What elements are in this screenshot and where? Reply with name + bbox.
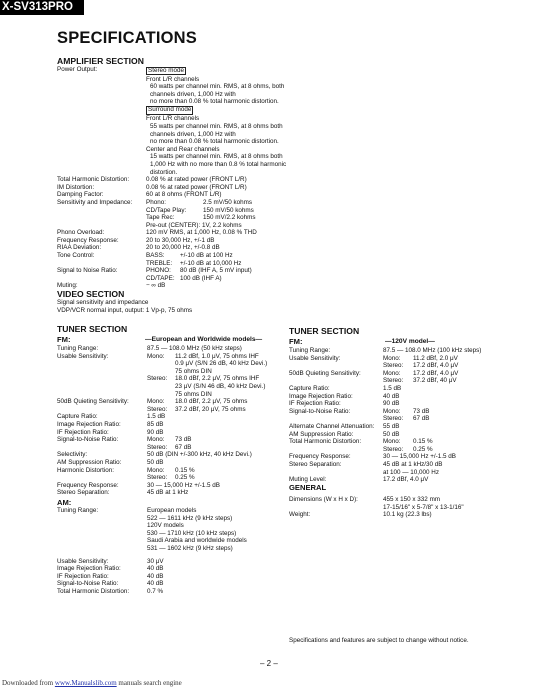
spec-label: Image Rejection Ratio: xyxy=(289,392,353,400)
spec-label: Damping Factor: xyxy=(57,191,104,199)
spec-value: 40 dB xyxy=(383,392,400,400)
spec-value: 1.5 dB xyxy=(383,384,402,392)
sub-value: +/-10 dB at 10,000 Hz xyxy=(180,259,242,267)
amplifier-heading: AMPLIFIER SECTION xyxy=(57,56,144,66)
spec-value: 30 μV xyxy=(147,557,164,565)
sub-value: 73 dB xyxy=(413,407,430,415)
am-range-line: 531 — 1602 kHz (9 kHz steps) xyxy=(147,544,233,552)
download-footer xyxy=(2,679,182,687)
spec-label: Phono Overload: xyxy=(57,229,105,237)
spec-label: Dimensions (W x H x D): xyxy=(289,496,358,503)
sub-label: Mono: xyxy=(383,407,401,415)
sub-value: 73 dB xyxy=(175,436,192,444)
spec-label: Harmonic Distortion: xyxy=(57,466,115,474)
sub-label: Mono: xyxy=(383,438,401,446)
sub-value: 150 mV/2.2 kohms xyxy=(203,214,256,222)
sub-label: Mono: xyxy=(147,352,165,360)
stereo-line: 60 watts per channel min. RMS, at 8 ohms, both xyxy=(150,83,285,91)
sub-label xyxy=(147,360,175,368)
spec-label: Usable Sensitivity: xyxy=(289,354,341,362)
sub-label: Stereo: xyxy=(383,415,404,423)
amplifier-section xyxy=(57,66,319,290)
sub-value: 11.2 dBf, 1.0 μV, 75 ohms IHF xyxy=(175,352,259,360)
sub-label: Stereo: xyxy=(147,474,168,482)
sub-value: 150 mV/50 kohms xyxy=(203,206,254,214)
spec-label: AM Suppression Ratio: xyxy=(289,430,354,438)
fm-model-header-left: —European and Worldwide models— xyxy=(145,336,263,343)
video-heading: VIDEO SECTION xyxy=(57,289,125,299)
tuner-left-am xyxy=(57,507,282,596)
stereo-line: channels driven, 1,000 Hz with xyxy=(150,90,236,98)
spec-value: 0.08 % at rated power (FRONT L/R) xyxy=(146,176,247,184)
spec-label: Tuning Range: xyxy=(57,507,99,514)
spec-value: 30 — 15,000 Hz +/-1.5 dB xyxy=(383,453,456,461)
spec-label: Image Rejection Ratio: xyxy=(57,565,121,573)
surround-line: 55 watts per channel min. RMS, at 8 ohms both xyxy=(150,122,283,130)
sub-value: 0.25 % xyxy=(175,474,195,482)
sub-label: Phono: xyxy=(146,198,166,206)
spec-value: 50 dB xyxy=(147,458,164,466)
spec-value: 50 dB xyxy=(383,430,400,438)
spec-value: 20 to 20,000 Hz, +/-0.8 dB xyxy=(146,244,220,252)
spec-value: 120 mV RMS, at 1,000 Hz, 0.08 % THD xyxy=(146,229,257,237)
spec-label: Signal to Noise Ratio: xyxy=(57,267,118,275)
disclaimer-note: Specifications and features are subject to change without notice. xyxy=(289,637,469,644)
spec-value: 87.5 — 108.0 MHz (100 kHz steps) xyxy=(383,347,482,354)
am-range-line: 522 — 1611 kHz (9 kHz steps) xyxy=(147,514,233,522)
sub-label: Mono: xyxy=(383,369,401,377)
spec-value: 90 dB xyxy=(147,428,164,436)
model-label: X-SV313PRO xyxy=(0,0,84,15)
sub-label: Stereo: xyxy=(147,443,168,451)
sub-value: 18.0 dBf, 2.2 μV, 75 ohms IHF xyxy=(175,375,260,383)
tuner-heading-right: TUNER SECTION xyxy=(289,326,360,336)
spec-label: Tuning Range: xyxy=(289,347,331,354)
sub-label: Stereo: xyxy=(147,375,168,383)
sub-label: Mono: xyxy=(383,354,401,362)
surround-line: no more than 0.08 % total harmonic distortion. xyxy=(150,138,279,146)
sub-value: +/-10 dB at 100 Hz xyxy=(180,252,233,260)
spec-value: − ∞ dB xyxy=(146,282,166,290)
spec-label: IF Rejection Ratio: xyxy=(57,428,109,436)
spec-label: Frequency Response: xyxy=(57,481,119,489)
spec-label: Total Harmonic Distortion: xyxy=(57,587,130,595)
spec-value: 87.5 — 108.0 MHz (50 kHz steps) xyxy=(147,345,242,352)
spec-value: 40 dB xyxy=(147,572,164,580)
spec-value: 0.08 % at rated power (FRONT L/R) xyxy=(146,183,247,191)
spec-value: 17-15/16" x 5-7/8" x 13-1/16" xyxy=(383,503,464,511)
sub-value: 37.2 dBf, 40 μV xyxy=(413,377,457,385)
sub-label: Mono: xyxy=(147,466,165,474)
surround-line: channels driven, 1,000 Hz with xyxy=(150,130,236,138)
sub-label: Mono: xyxy=(147,398,165,406)
sub-value: 75 ohms DIN xyxy=(175,390,212,398)
general-section xyxy=(289,496,514,519)
spec-label: IF Rejection Ratio: xyxy=(289,400,341,408)
spec-label: Signal-to-Noise Ratio: xyxy=(57,436,119,444)
sub-value: 18.0 dBf, 2.2 μV, 75 ohms xyxy=(175,398,248,406)
sub-label xyxy=(147,368,175,376)
spec-label: AM Suppression Ratio: xyxy=(57,458,122,466)
spec-label: IF Rejection Ratio: xyxy=(57,572,109,580)
spec-label: RIAA Deviation: xyxy=(57,244,102,252)
surround-mode-box: Surround mode xyxy=(148,106,192,114)
spec-label: Total Harmonic Distortion: xyxy=(289,438,362,446)
video-section xyxy=(57,299,192,314)
sub-label: CD/TAPE: xyxy=(146,274,175,282)
sub-value: 0.9 μV (S/N 26 dB, 40 kHz Devi.) xyxy=(175,360,268,368)
spec-value: 17.2 dBf, 4.0 μV xyxy=(383,476,429,484)
sub-value: 23 μV (S/N 46 dB, 40 kHz Devi.) xyxy=(175,382,266,390)
spec-label: Capture Ratio: xyxy=(57,413,98,421)
sub-label: Stereo: xyxy=(383,362,404,370)
spec-label: Tuning Range: xyxy=(57,345,99,352)
surround-line: 15 watts per channel min. RMS, at 8 ohms both xyxy=(150,153,283,161)
am-label-left: AM: xyxy=(57,498,72,507)
spec-label: Usable Sensitivity: xyxy=(57,352,109,360)
spec-label: Usable Sensitivity: xyxy=(57,557,109,565)
sub-label: Stereo: xyxy=(383,445,404,453)
spec-label: Selectivity: xyxy=(57,451,88,459)
tuner-left-fm xyxy=(57,345,282,497)
sub-label: Mono: xyxy=(147,436,165,444)
sub-value: 0.15 % xyxy=(413,438,433,446)
fm-model-header-right: —120V model— xyxy=(385,338,435,345)
spec-label: Frequency Response: xyxy=(57,236,119,244)
sub-label: Stereo: xyxy=(383,377,404,385)
spec-value: 0.7 % xyxy=(147,587,164,595)
spec-value: 30 — 15,000 Hz +/-1.5 dB xyxy=(147,481,220,489)
footer-prefix: Downloaded from xyxy=(2,679,55,687)
surround-line: Center and Rear channels xyxy=(146,145,220,153)
spec-label: Muting: xyxy=(57,282,78,290)
sub-label: BASS: xyxy=(146,252,165,260)
spec-label: Alternate Channel Attenuation: xyxy=(289,422,375,430)
video-line: Signal sensitivity and impedance xyxy=(57,299,149,306)
sub-value: 75 ohms DIN xyxy=(175,367,212,375)
spec-value: 90 dB xyxy=(383,400,400,408)
power-output-label: Power Output: xyxy=(57,66,98,73)
spec-label: Weight: xyxy=(289,511,311,519)
sub-value: 0.25 % xyxy=(413,445,433,453)
spec-value: 10.1 kg (22.3 lbs) xyxy=(383,511,432,519)
spec-value: 455 x 150 x 332 mm xyxy=(383,496,441,503)
sub-label: Stereo: xyxy=(147,405,168,413)
surround-line: Front L/R channels xyxy=(146,115,200,123)
stereo-line: Front L/R channels xyxy=(146,75,200,83)
fm-label-left: FM: xyxy=(57,335,71,344)
spec-value: 55 dB xyxy=(383,422,400,430)
sub-value: 11.2 dBf, 2.0 μV xyxy=(413,354,458,362)
sub-label: Tape Rec: xyxy=(146,214,175,222)
spec-value: 60 at 8 ohms (FRONT L/R) xyxy=(146,191,222,199)
spec-value: 45 dB at 1 kHz/30 dB xyxy=(383,460,443,468)
spec-value: 85 dB xyxy=(147,420,164,428)
sub-value: 17.2 dBf, 4.0 μV xyxy=(413,362,459,370)
sub-value: 0.15 % xyxy=(175,466,195,474)
spec-label: Frequency Response: xyxy=(289,453,351,461)
spec-value: 40 dB xyxy=(147,565,164,573)
spec-label: Stereo Separation: xyxy=(289,460,342,468)
sub-value: 67 dB xyxy=(175,443,192,451)
spec-value: 1.5 dB xyxy=(147,413,166,421)
general-heading: GENERAL xyxy=(289,483,327,492)
spec-label: Capture Ratio: xyxy=(289,384,330,392)
sub-value: 37.2 dBf, 20 μV, 75 ohms xyxy=(175,405,246,413)
surround-line: distortion. xyxy=(150,168,178,176)
spec-value: 45 dB at 1 kHz xyxy=(147,489,189,497)
page-number: – 2 – xyxy=(260,659,278,668)
spec-label: Signal-to-Noise Ratio: xyxy=(57,580,119,588)
manualslib-link[interactable]: www.Manualslib.com xyxy=(54,679,117,687)
tuner-right-fm xyxy=(289,347,514,484)
spec-label: 50dB Quieting Sensitivity: xyxy=(289,369,361,377)
spec-label: Tone Control: xyxy=(57,252,95,260)
spec-label: Muting Level: xyxy=(289,476,327,484)
spec-label: Image Rejection Ratio: xyxy=(57,420,121,428)
sub-value: 17.2 dBf, 4.0 μV xyxy=(413,369,459,377)
am-range-line: 530 — 1710 kHz (10 kHz steps) xyxy=(147,529,237,537)
video-line: VDP/VCR normal input, output: 1 Vp-p, 75 ohms xyxy=(57,306,193,314)
spec-label: Stereo Separation: xyxy=(57,489,110,497)
fm-label-right: FM: xyxy=(289,337,303,346)
spec-label: Sensitivity and Impedance: xyxy=(57,198,133,206)
spec-value: 50 dB (DIN +/-300 kHz, 40 kHz Devi.) xyxy=(147,451,252,459)
page-title: SPECIFICATIONS xyxy=(57,29,198,47)
spec-label: Total Harmonic Distortion: xyxy=(57,176,130,184)
sub-value: 67 dB xyxy=(413,415,430,423)
spec-label: Signal-to-Noise Ratio: xyxy=(289,407,351,415)
am-range-line: 120V models xyxy=(147,522,184,530)
sub-value: 2.5 mV/50 kohms xyxy=(203,198,252,206)
stereo-mode-box: Stereo mode xyxy=(148,66,185,74)
spec-label: 50dB Quieting Sensitivity: xyxy=(57,398,129,406)
surround-line: 1,000 Hz with no more than 0.8 % total harmonic xyxy=(150,160,287,168)
am-range-line: European models xyxy=(147,507,197,514)
sub-value: 100 dB (IHF A) xyxy=(180,274,222,282)
footer-suffix: manuals search engine xyxy=(116,679,182,687)
sub-label: CD/Tape Play: xyxy=(146,206,187,214)
preout-line: Pre-out (CENTER): 1V, 2.2 kohms xyxy=(146,221,242,229)
spec-value: 40 dB xyxy=(147,580,164,588)
sub-value: 80 dB (IHF A, 5 mV input) xyxy=(180,267,252,275)
sub-label xyxy=(147,391,175,399)
sub-label: PHONO: xyxy=(146,267,171,275)
sub-label xyxy=(147,383,175,391)
sub-label: TREBLE: xyxy=(146,259,173,267)
am-range-line: Saudi Arabia and worldwide models xyxy=(147,537,247,545)
spec-value: at 100 — 10,000 Hz xyxy=(383,468,440,476)
stereo-line: no more than 0.08 % total harmonic distortion. xyxy=(150,98,279,106)
tuner-heading-left: TUNER SECTION xyxy=(57,324,128,334)
spec-label: IM Distortion: xyxy=(57,183,95,191)
spec-value: 20 to 30,000 Hz, +/-1 dB xyxy=(146,236,215,244)
